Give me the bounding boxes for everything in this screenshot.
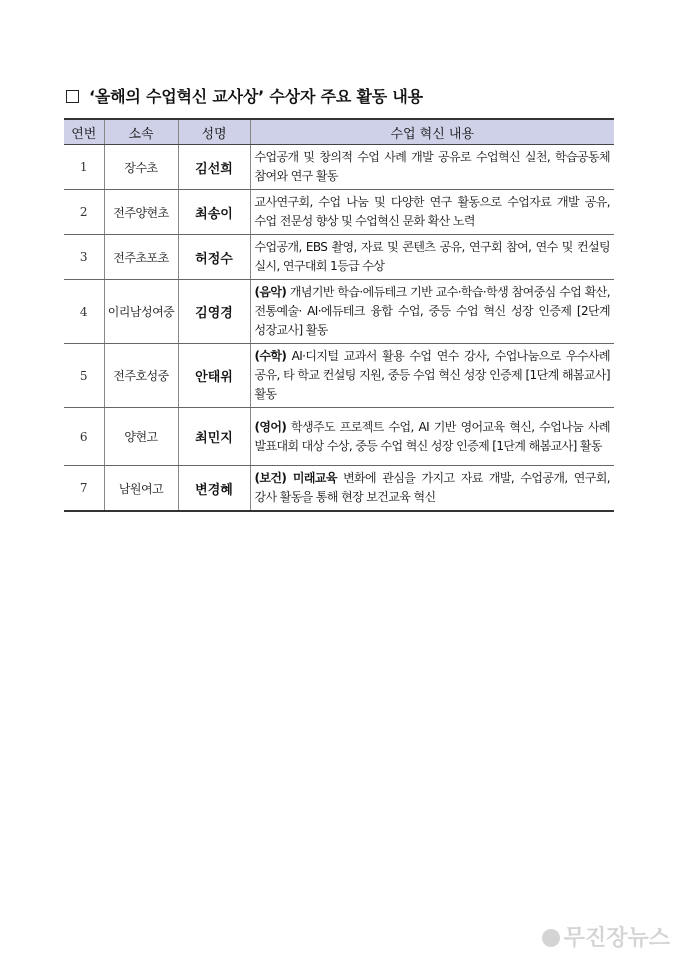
row-no: 7 — [79, 481, 88, 495]
row-school: 전주양현초 — [104, 190, 178, 235]
row-no: 3 — [64, 235, 104, 280]
watermark-text: 무진장뉴스 — [563, 926, 670, 951]
table-row — [64, 235, 614, 280]
row-subject: (영어) — [254, 419, 287, 434]
row-subject: (음악) — [254, 285, 287, 299]
row-no: 6 — [64, 408, 104, 466]
row-content-text: 학생주도 프로젝트 수업, AI 기반 영어교육 혁신, 수업나눔 사례 발표대회 대상 수상, 중등 수업 혁신 성장 인증제 [1단계 해봄교사] 활동 — [254, 419, 610, 453]
header-name: 성명 — [178, 119, 250, 145]
row-content-text: 수업공개, EBS 촬영, 자료 및 콘텐츠 공유, 연구회 참여, 연수 및 컨설팅 실시, 연구대회 1등급 수상 — [254, 240, 610, 273]
checkbox-bullet-icon — [66, 90, 79, 103]
row-content — [250, 344, 614, 408]
table-header-row — [64, 119, 614, 145]
row-content — [250, 280, 614, 344]
table-row — [64, 466, 614, 512]
row-subject: (수학) — [254, 349, 287, 363]
row-content — [250, 408, 614, 466]
row-school: 양현고 — [104, 408, 178, 466]
header-content: 수업 혁신 내용 — [250, 119, 614, 145]
award-table — [64, 118, 614, 512]
row-content-text: AI·디지털 교과서 활용 수업 연수 강사, 수업나눔으로 우수사례 공유, 타 학교 컨설팅 지원, 중등 수업 혁신 성장 인증제 [1단계 해봄교사] 활동 — [254, 349, 610, 401]
row-no: 2 — [64, 190, 104, 235]
row-content-text: 교사연구회, 수업 나눔 및 다양한 연구 활동으로 수업자료 개발 공유, 수업 전문성 향상 및 수업혁신 문화 확산 노력 — [254, 195, 610, 228]
row-school: 이리남성여중 — [104, 280, 178, 344]
row-name: 안태위 — [178, 344, 250, 408]
row-content — [250, 190, 614, 235]
row-no: 1 — [64, 145, 104, 190]
row-school: 전주호성중 — [104, 344, 178, 408]
header-no: 연번 — [64, 119, 104, 145]
row-name: 김영경 — [178, 280, 250, 344]
row-school: 전주초포초 — [104, 235, 178, 280]
row-subject: (보건) 미래교육 — [254, 471, 337, 485]
row-name: 허정수 — [178, 235, 250, 280]
row-content-text: 수업공개 및 창의적 수업 사례 개발 공유로 수업혁신 실천, 학습공동체 참여와 연구 활동 — [254, 150, 610, 183]
watermark-logo — [542, 921, 670, 952]
table-row — [64, 190, 614, 235]
heading-text: ‘올해의 수업혁신 교사상’ 수상자 주요 활동 내용 — [89, 87, 423, 106]
row-school: 장수초 — [104, 145, 178, 190]
row-content-text: 변화에 관심을 가지고 자료 개발, 수업공개, 연구회, 강사 활동을 통해 현장 보건교육 혁신 — [254, 471, 610, 504]
row-name: 김선희 — [178, 145, 250, 190]
row-name: 최민지 — [178, 408, 250, 466]
row-content — [250, 466, 614, 512]
page-heading — [66, 84, 423, 107]
row-no: 5 — [64, 344, 104, 408]
row-name: 최송이 — [178, 190, 250, 235]
row-no: 4 — [64, 280, 104, 344]
row-school: 남원여고 — [104, 466, 178, 512]
row-content — [250, 145, 614, 190]
header-school: 소속 — [104, 119, 178, 145]
row-content-text: 개념기반 학습·에듀테크 기반 교수·학습·학생 참여중심 수업 확산, 전통예술· AI·에듀테크 융합 수업, 중등 수업 혁신 성장 인증제 [2단계 성장교사] 활동 — [254, 285, 610, 337]
table-row — [64, 344, 614, 408]
row-content — [250, 235, 614, 280]
table-row — [64, 408, 614, 466]
table-row — [64, 280, 614, 344]
table-row — [64, 145, 614, 190]
row-name: 변경혜 — [178, 466, 250, 512]
logo-icon — [542, 929, 560, 947]
